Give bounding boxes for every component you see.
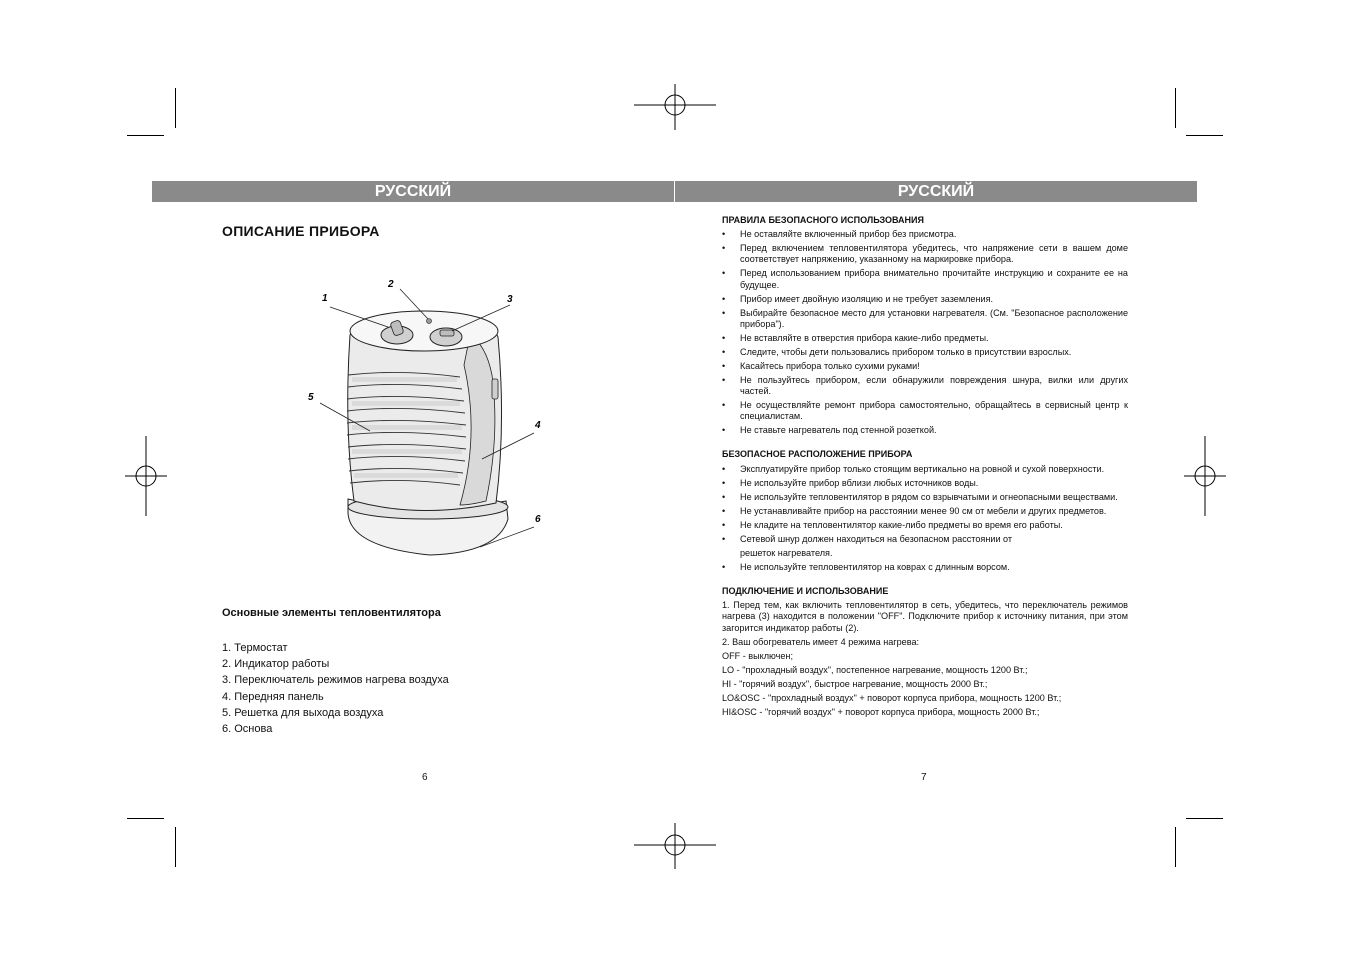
crop-mark (175, 88, 176, 128)
crop-mark (1175, 88, 1176, 128)
bullet: • (722, 332, 726, 343)
list-item: • Выбирайте безопасное место для установки нагревателя. (См. "Безопасное расположение прибора"). (722, 307, 1128, 329)
list-item: • Не осуществляйте ремонт прибора самостоятельно, обращайтесь в сервисный центр к специалистам. (722, 400, 1128, 422)
bullet: • (722, 346, 726, 357)
section-title-placement: БЕЗОПАСНОЕ РАСПОЛОЖЕНИЕ ПРИБОРА (722, 449, 913, 460)
bullet: • (722, 425, 726, 436)
callout-6: 6 (535, 514, 541, 525)
list-item: • Не пользуйтесь прибором, если обнаружили повреждения шнура, вилки или других частей. (722, 374, 1128, 397)
usage-paragraph: HI&OSC - "горячий воздух" + поворот корпуса прибора, мощность 2000 Вт.; (722, 706, 1040, 717)
list-item: • Не ставьте нагреватель под стенной розеткой. (722, 425, 937, 436)
section-title-usage: ПОДКЛЮЧЕНИЕ И ИСПОЛЬЗОВАНИЕ (722, 586, 889, 597)
list-item: • Не устанавливайте прибор на расстоянии менее 90 см от мебели и других предметов. (722, 505, 1107, 516)
list-item: • Сетевой шнур должен находиться на безопасном расстоянии от решеток нагревателя. (722, 534, 1128, 559)
bullet: • (722, 229, 726, 240)
usage-paragraph: 2. Ваш обогреватель имеет 4 режима нагрева: (722, 636, 920, 647)
list-item: 4. Передняя панель (222, 690, 324, 703)
list-item: 5. Решетка для выхода воздуха (222, 706, 384, 719)
bullet: • (722, 268, 726, 279)
registration-mark-right (1184, 436, 1226, 516)
page-number-left: 6 (422, 772, 428, 783)
registration-mark-left (125, 436, 167, 516)
list-item: • Не вставляйте в отверстия прибора какие-либо предметы. (722, 332, 989, 343)
list-item-continuation: решеток нагревателя. (740, 547, 833, 558)
crop-mark (127, 135, 164, 136)
callout-1: 1 (322, 293, 328, 304)
page-number-right: 7 (921, 772, 927, 783)
banner-label: РУССКИЙ (374, 183, 452, 200)
banner-label: РУССКИЙ (897, 183, 975, 200)
list-item: • Следите, чтобы дети пользовались прибором только в присутствии взрослых. (722, 346, 1072, 357)
components-list (222, 640, 449, 737)
list-item: 6. Основа (222, 722, 273, 735)
list-item: • Прибор имеет двойную изоляцию и не требует заземления. (722, 293, 994, 304)
bullet: • (722, 463, 726, 474)
right-page-content (722, 215, 1128, 721)
list-item: • Не используйте прибор вблизи любых источников воды. (722, 477, 979, 488)
placement-rules-list (722, 464, 1128, 573)
bullet: • (722, 360, 726, 371)
callout-5: 5 (308, 392, 314, 403)
callout-2: 2 (388, 279, 394, 290)
bullet: • (722, 491, 726, 502)
language-banner-left (152, 181, 674, 202)
bullet: • (722, 519, 726, 530)
crop-mark (1186, 818, 1223, 819)
list-item: • Перед использованием прибора внимательно прочитайте инструкцию и сохраните ее на будущее. (722, 268, 1128, 290)
list-item: • Не кладите на тепловентилятор какие-либо предметы во время его работы. (722, 519, 1063, 530)
usage-paragraph: OFF - выключен; (722, 650, 793, 661)
registration-mark-bottom (634, 823, 716, 869)
crop-mark (1186, 135, 1223, 136)
list-item: • Не используйте тепловентилятор в рядом со взрывчатыми и огнеопасными веществами. (722, 491, 1118, 502)
usage-paragraph: 1. Перед тем, как включить тепловентилятор в сеть, убедитесь, что переключатель режимов нагрева (3) находится в положении "OFF". Подключите прибор к источнику питания, при этом загорится индикатор работы (2). (722, 600, 1128, 633)
language-banner-right (675, 181, 1197, 202)
list-item: 1. Термостат (222, 642, 288, 654)
list-item: • Не оставляйте включенный прибор без присмотра. (722, 229, 957, 240)
heater-illustration (300, 275, 560, 575)
list-item: 3. Переключатель режимов нагрева воздуха (222, 674, 449, 687)
list-item: • Перед включением тепловентилятора убедитесь, что напряжение сети в вашем доме соответствует напряжению, указанному на маркировке прибора. (722, 243, 1128, 265)
registration-mark-top (634, 84, 716, 130)
bullet: • (722, 561, 726, 572)
bullet: • (722, 477, 726, 488)
bullet: • (722, 293, 726, 304)
usage-paragraph: LO&OSC - "прохладный воздух" + поворот корпуса прибора, мощность 1200 Вт.; (722, 692, 1062, 703)
crop-mark (1175, 827, 1176, 867)
bullet: • (722, 374, 726, 385)
bullet: • (722, 243, 726, 254)
list-item: • Касайтесь прибора только сухими руками! (722, 360, 920, 371)
bullet: • (722, 307, 726, 318)
bullet: • (722, 400, 726, 411)
page-title: ОПИСАНИЕ ПРИБОРА (222, 223, 380, 239)
callout-3: 3 (507, 294, 513, 305)
usage-paragraph: HI - "горячий воздух", быстрое нагревание, мощность 2000 Вт.; (722, 678, 988, 689)
safety-rules-list (722, 229, 1128, 436)
crop-mark (127, 818, 164, 819)
crop-mark (175, 827, 176, 867)
usage-paragraph: LO - "прохладный воздух", постепенное нагревание, мощность 1200 Вт.; (722, 664, 1028, 675)
section-title-safety: ПРАВИЛА БЕЗОПАСНОГО ИСПОЛЬЗОВАНИЯ (722, 215, 924, 225)
components-title: Основные элементы тепловентилятора (222, 607, 441, 619)
bullet: • (722, 533, 726, 544)
callout-4: 4 (535, 420, 541, 431)
list-item: • Эксплуатируйте прибор только стоящим вертикально на ровной и сухой поверхности. (722, 463, 1105, 474)
list-item: • Не используйте тепловентилятор на коврах с длинным ворсом. (722, 561, 1010, 572)
bullet: • (722, 505, 726, 516)
list-item: 2. Индикатор работы (222, 658, 330, 671)
